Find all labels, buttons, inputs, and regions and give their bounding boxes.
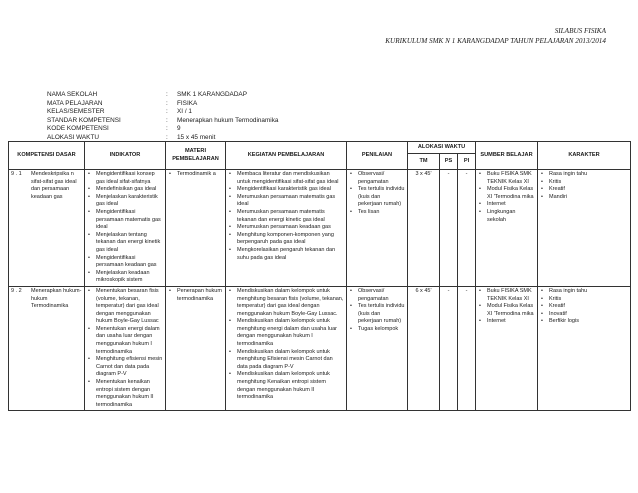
meta-colon: : xyxy=(166,125,168,133)
list-item: • Kritis xyxy=(540,179,628,187)
cell-tm: 6 x 45' xyxy=(408,286,440,411)
cell-kd xyxy=(9,286,85,411)
list-item: • Mengidentifikasi karakteristik gas ideal xyxy=(228,186,344,194)
meta-label: STANDAR KOMPETENSI xyxy=(47,116,121,124)
list-item: • Modul Fisika Kelas XI 'Termodina mika xyxy=(478,186,535,201)
meta-colon: : xyxy=(166,91,168,98)
list-item: • Buku FISIKA SMK TEKNIK Kelas XI xyxy=(478,288,535,303)
meta-row-standard xyxy=(47,117,278,126)
list-item: • Tugas kelompok xyxy=(349,326,405,334)
cell-karakter xyxy=(538,286,631,411)
list-item: • Merumuskan persamaan matematis gas ideal xyxy=(228,194,344,209)
list-item: • Lingkungan sekolah xyxy=(478,209,535,224)
syllabus-table xyxy=(8,141,631,411)
meta-value: 15 x 45 menit xyxy=(177,133,216,141)
meta-colon: : xyxy=(166,116,168,124)
cell-indikator xyxy=(85,286,166,411)
list-item: • Modul Fisika Kelas XI 'Termodina mika xyxy=(478,303,535,318)
meta-value: FISIKA xyxy=(177,99,198,107)
list-item: • Penerapan hukum termodinamika xyxy=(168,288,223,303)
header-tm: TM xyxy=(408,154,440,170)
list-item: • Buku FISIKA SMK TEKNIK Kelas XI xyxy=(478,171,535,186)
header-pi: PI xyxy=(458,154,476,170)
meta-value: XI / 1 xyxy=(177,108,192,116)
meta-label: KODE KOMPETENSI xyxy=(47,125,109,133)
meta-label: MATA PELAJARAN xyxy=(47,99,103,107)
list-item: • Menghitung efisiensi mesin Carnot dan data pada diagram P-V xyxy=(87,356,163,379)
identity-block xyxy=(47,91,278,143)
meta-label: KELAS/SEMESTER xyxy=(47,108,105,116)
cell-sumber xyxy=(476,286,538,411)
list-item: • Observasi/ pengamatan xyxy=(349,171,405,186)
cell-ps: - xyxy=(440,286,458,411)
header-ps: PS xyxy=(440,154,458,170)
cell-tm: 3 x 45' xyxy=(408,170,440,287)
list-item: • Internet xyxy=(478,201,535,209)
list-item: • Mengkorelasikan pengaruh tekanan dan suhu pada gas ideal xyxy=(228,247,344,262)
cell-penilaian xyxy=(347,286,408,411)
list-item: • Mendefinisikan gas ideal xyxy=(87,186,163,194)
list-item: • Mendiskusikan dalam kelompok untuk menghitung energi dalam dan usaha luar dengan menggunakan hukum I termodinamika xyxy=(228,318,344,348)
header-materi: MATERI PEMBELAJARAN xyxy=(166,142,226,170)
list-item: • Menentukan besaran fisis (volume, tekanan, temperatur) dari gas ideal dengan menggunakan hukum Boyle-Gay Lussac xyxy=(87,288,163,326)
cell-materi xyxy=(166,286,226,411)
meta-row-code xyxy=(47,125,278,134)
kd-text: Mendeskripsika n sifat-sifat gas ideal dan persamaan keadaan gas xyxy=(31,171,77,200)
list-item: • Inovatif xyxy=(540,311,628,319)
list-item: • Tes lisan xyxy=(349,209,405,217)
meta-value: Menerapkan hukum Termodinamika xyxy=(177,116,279,124)
list-item: • Kreatif xyxy=(540,186,628,194)
header-indikator: INDIKATOR xyxy=(85,142,166,170)
table-row xyxy=(9,286,631,411)
list-item: • Mengidentifikasi persamaan matematis gas ideal xyxy=(87,209,163,232)
list-item: • Mengidentifikasi persamaan keadaan gas xyxy=(87,255,163,270)
list-item: • Internet xyxy=(478,318,535,326)
cell-kegiatan xyxy=(226,286,347,411)
list-item: • Termodinamik a xyxy=(168,171,223,179)
document-title: SILABUS FISIKA xyxy=(554,27,606,35)
header-kegiatan: KEGIATAN PEMBELAJARAN xyxy=(226,142,347,170)
cell-materi xyxy=(166,170,226,287)
cell-kd xyxy=(9,170,85,287)
header-penilaian: PENILAIAN xyxy=(347,142,408,170)
table-row xyxy=(9,170,631,287)
header-alokasi: ALOKASI WAKTU xyxy=(408,142,476,154)
list-item: • Mendiskusikan dalam kelompok untuk menghitung Kenaikan entropi sistem dengan menggunakan hukum II termodinamika xyxy=(228,371,344,401)
cell-ps: - xyxy=(440,170,458,287)
meta-colon: : xyxy=(166,133,168,141)
cell-karakter xyxy=(538,170,631,287)
header-sumber: SUMBER BELAJAR xyxy=(476,142,538,170)
cell-pi: - xyxy=(458,286,476,411)
header-kd: KOMPETENSI DASAR xyxy=(9,142,85,170)
cell-penilaian xyxy=(347,170,408,287)
list-item: • Menjelaskan keadaan mikroskopik sistem xyxy=(87,270,163,285)
document-subtitle: KURIKULUM SMK N 1 KARANGDADAP TAHUN PELAJARAN 2013/2014 xyxy=(385,37,606,45)
list-item: • Tes tertulis individu (kuis dan pekerjaan rumah) xyxy=(349,303,405,326)
kd-text: Menerapkan hukum-hukum Termodinamika xyxy=(31,287,82,310)
meta-row-class xyxy=(47,108,278,117)
list-item: • Kritis xyxy=(540,296,628,304)
meta-row-subject xyxy=(47,100,278,109)
list-item: • Menentukan energi dalam dan usaha luar dengan menggunakan hukum I termodinamika xyxy=(87,326,163,356)
list-item: • Merumuskan persamaan keadaan gas xyxy=(228,224,344,232)
meta-value: 9 xyxy=(177,125,181,133)
list-item: • Mengidentifikasi konsep gas ideal sifat-sifatnya xyxy=(87,171,163,186)
meta-label: ALOKASI WAKTU xyxy=(47,133,99,141)
meta-row-school xyxy=(47,91,278,100)
list-item: • Mendiskusikan dalam kelompok untuk menghitung besaran fisis (volume, tekanan, temperatur) dari gas ideal dengan menggunakan hukum Boyle-Gay Lussac. xyxy=(228,288,344,318)
list-item: • Menjelaskan karakteristik gas ideal xyxy=(87,194,163,209)
list-item: • Mendiskusikan dalam kelompok untuk menghitung Efisiensi mesin Carnot dan data pada diagram P-V xyxy=(228,349,344,372)
list-item: • Membaca literatur dan mendiskusikan untuk mengidentifikasi sifat-sifat gas ideal xyxy=(228,171,344,186)
list-item: • Tes tertulis individu (kuis dan pekerjaan rumah) xyxy=(349,186,405,209)
list-item: • Rasa ingin tahu xyxy=(540,288,628,296)
cell-indikator xyxy=(85,170,166,287)
list-item: • Kreatif xyxy=(540,303,628,311)
list-item: • Mandiri xyxy=(540,194,628,202)
list-item: • Rasa ingin tahu xyxy=(540,171,628,179)
kd-number: 9 . 2 xyxy=(11,287,22,294)
list-item: • Observasi/ pengamatan xyxy=(349,288,405,303)
header-karakter: KARAKTER xyxy=(538,142,631,170)
cell-kegiatan xyxy=(226,170,347,287)
cell-pi: - xyxy=(458,170,476,287)
cell-sumber xyxy=(476,170,538,287)
list-item: • Merumuskan persamaan matematis tekanan dan energi kinetic gas ideal xyxy=(228,209,344,224)
kd-number: 9 . 1 xyxy=(11,171,22,177)
meta-value: SMK 1 KARANGDADAP xyxy=(177,91,247,98)
list-item: • Berfikir logis xyxy=(540,318,628,326)
list-item: • Menjelaskan tentang tekanan dan energi kinetik gas ideal xyxy=(87,232,163,255)
meta-colon: : xyxy=(166,99,168,107)
meta-colon: : xyxy=(166,108,168,116)
list-item: • Menentukan kenaikan entropi sistem dengan menggunakan hukum II termodinamika xyxy=(87,379,163,409)
list-item: • Menghitung komponen-komponen yang berpengaruh pada gas ideal xyxy=(228,232,344,247)
meta-label: NAMA SEKOLAH xyxy=(47,91,98,98)
